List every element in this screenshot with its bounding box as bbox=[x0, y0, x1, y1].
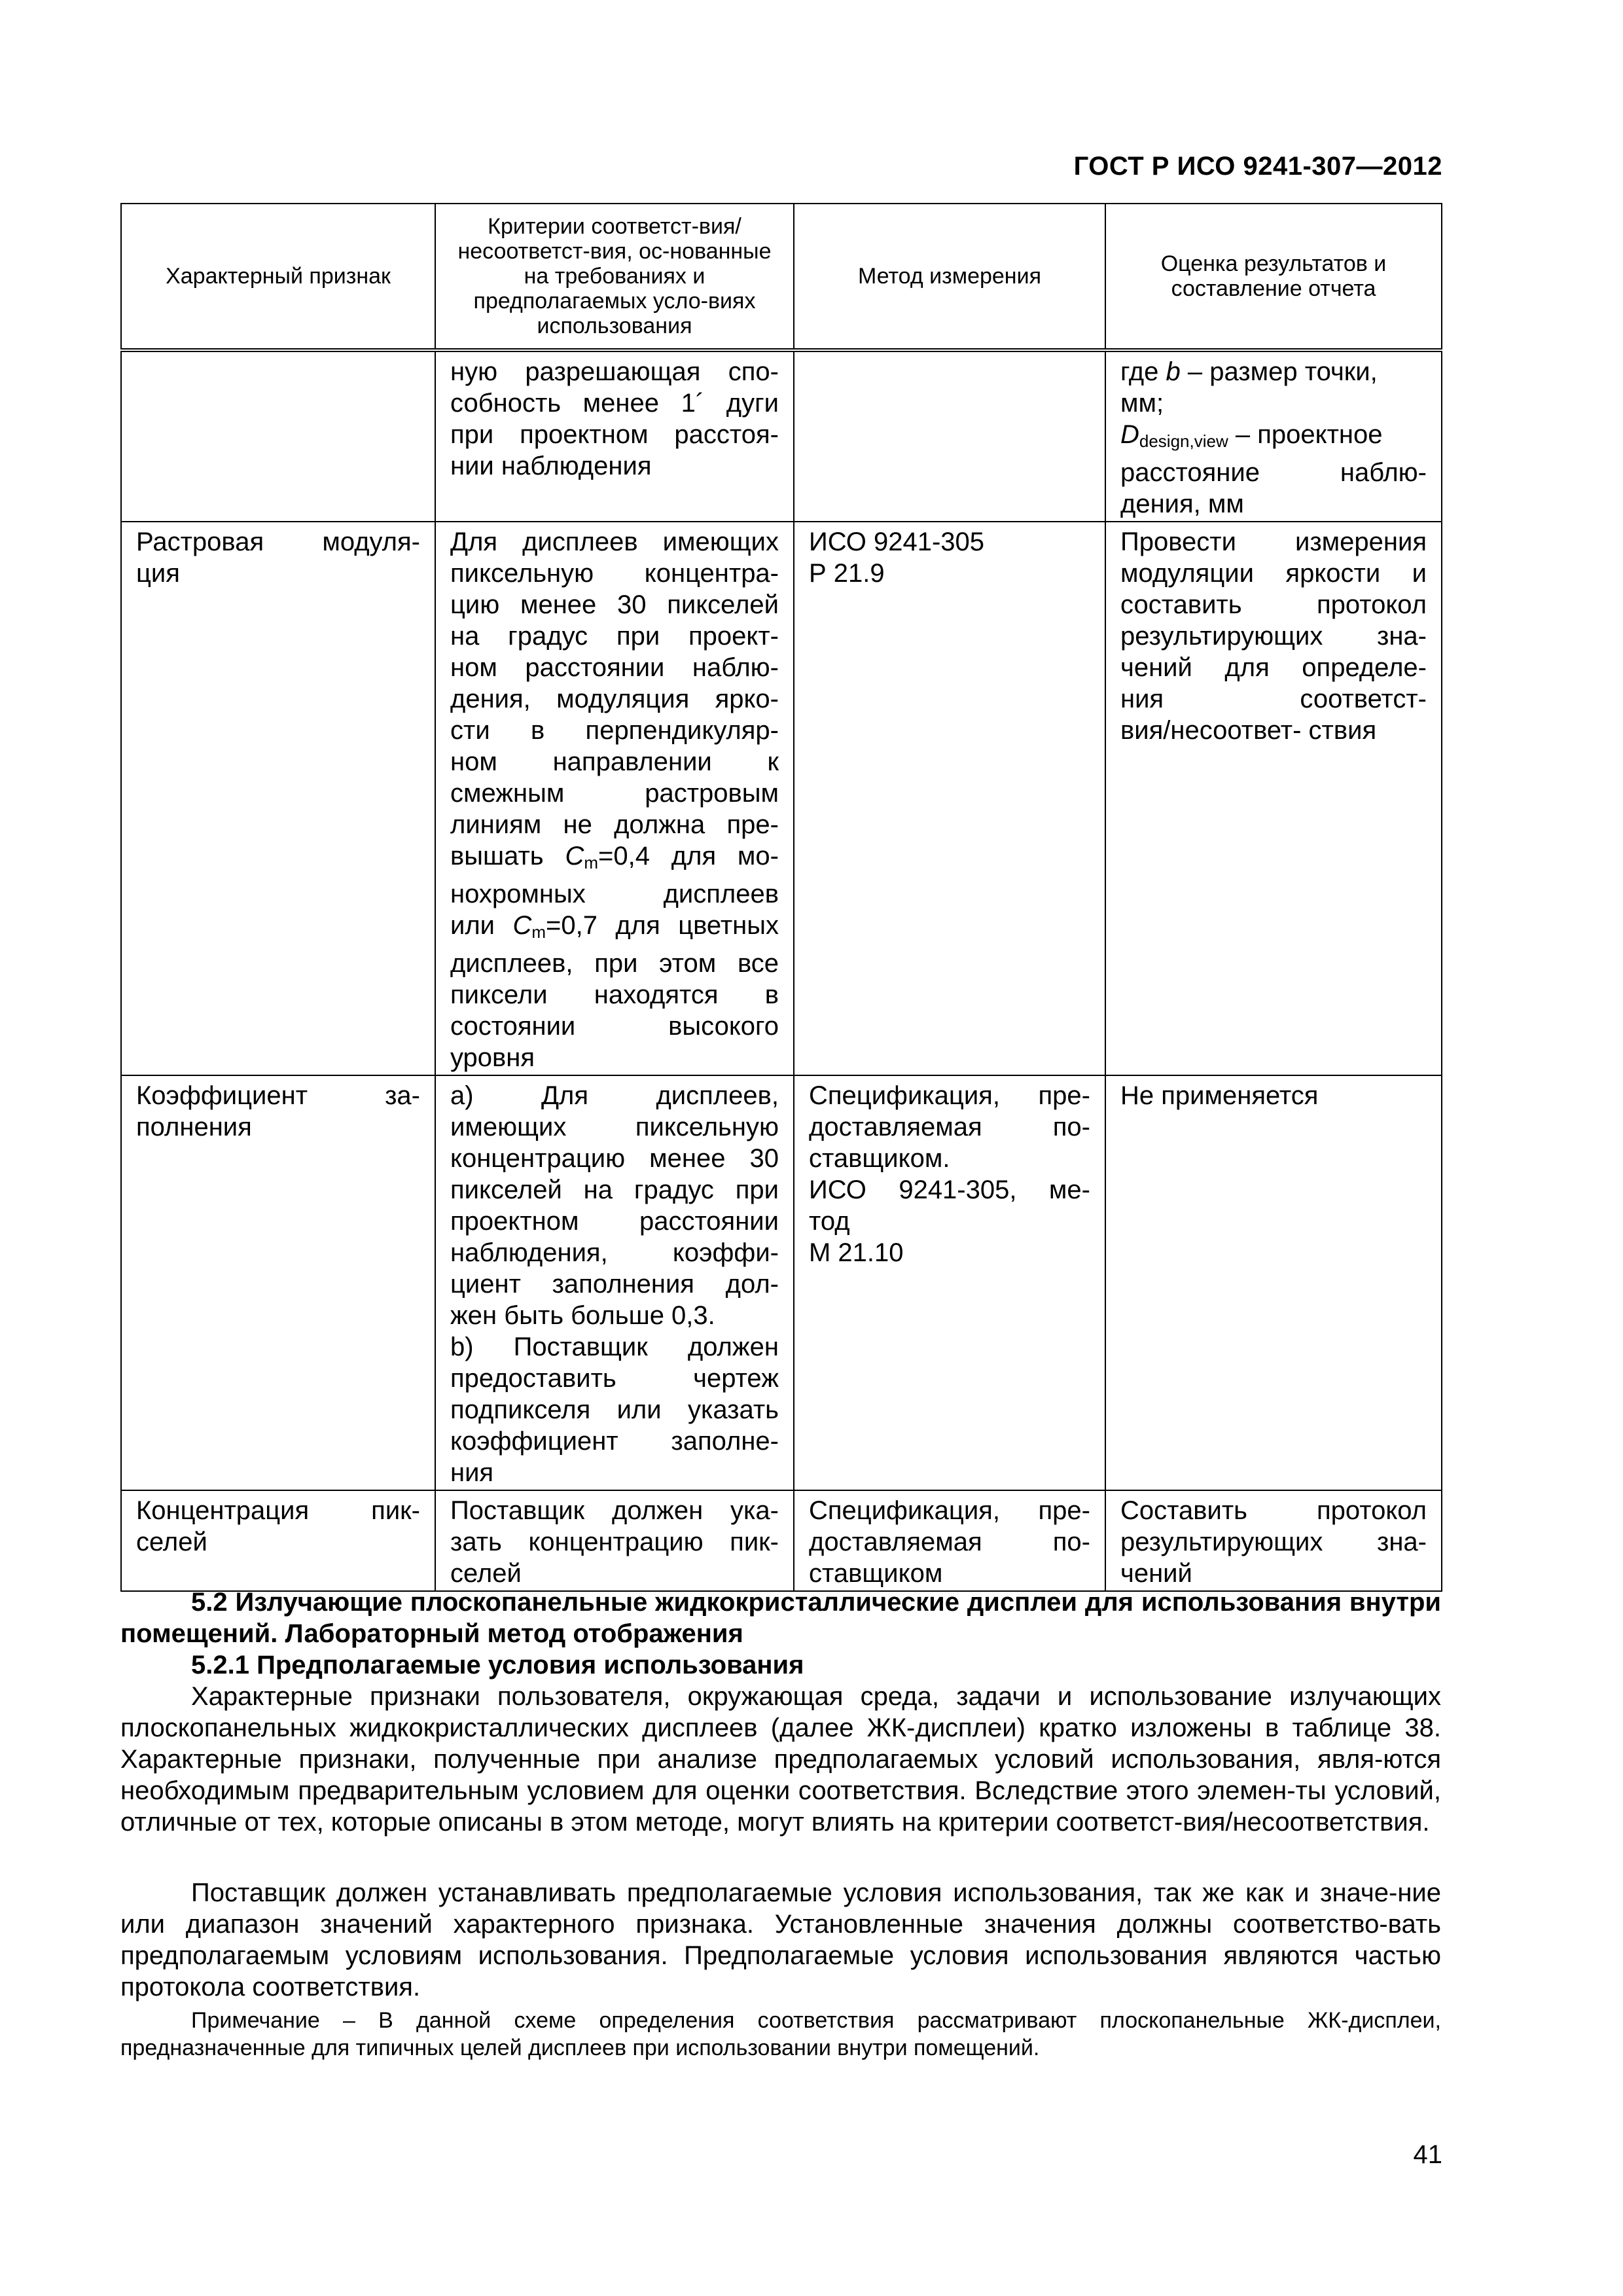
cell-line: проектном расстоянии bbox=[450, 1207, 779, 1236]
cell-line: полнения bbox=[136, 1113, 252, 1141]
variable: b bbox=[1166, 357, 1181, 386]
table-cell bbox=[121, 1490, 435, 1591]
cell-line: селей bbox=[136, 1528, 207, 1556]
cell-line: Спецификация, пре- bbox=[809, 1081, 1090, 1110]
table-cell bbox=[121, 522, 435, 1075]
cell-line bbox=[1120, 419, 1427, 457]
cell-line: ном расстоянии наблю- bbox=[450, 653, 779, 682]
cell-line: ную разрешающая спо- bbox=[450, 357, 779, 386]
section-heading: 5.2 Излучающие плоскопанельные жидкокристаллические дисплеи для использования внутри помещений. Лабораторный метод отображения bbox=[120, 1588, 1441, 1648]
text: =0,7 для цветных bbox=[546, 911, 779, 940]
cell-line: предоставить чертеж bbox=[450, 1364, 779, 1393]
cell-line: мм; bbox=[1120, 389, 1164, 418]
table-cell bbox=[1105, 1075, 1442, 1490]
cell-line: жен быть больше 0,3. bbox=[450, 1301, 715, 1330]
table-cell bbox=[794, 1490, 1105, 1591]
cell-line: составить протокол bbox=[1120, 590, 1427, 619]
document-header: ГОСТ Р ИСО 9241-307—2012 bbox=[1073, 152, 1442, 181]
table-cell bbox=[121, 1075, 435, 1490]
cell-line: при проектном расстоя- bbox=[450, 420, 779, 449]
table-row bbox=[121, 350, 1442, 522]
cell-line: имеющих пиксельную bbox=[450, 1113, 779, 1141]
cell-line: тод bbox=[809, 1207, 850, 1236]
cell-line: Растровая модуля- bbox=[136, 528, 420, 556]
variable: C bbox=[565, 842, 584, 870]
cell-line: ния соответст- bbox=[1120, 685, 1427, 713]
column-header: Характерный признак bbox=[121, 204, 435, 350]
cell-line: доставляемая по- bbox=[809, 1528, 1090, 1556]
cell-line: Для дисплеев имеющих bbox=[450, 528, 779, 556]
cell-line: М 21.10 bbox=[809, 1238, 904, 1267]
text: где bbox=[1120, 357, 1166, 386]
cell-line: зать концентрацию пик- bbox=[450, 1528, 779, 1556]
cell-line: Р 21.9 bbox=[809, 559, 885, 588]
subscript: m bbox=[584, 853, 598, 872]
cell-line: Не применяется bbox=[1120, 1081, 1319, 1110]
cell-line: циент заполнения дол- bbox=[450, 1270, 779, 1299]
cell-line: ния bbox=[450, 1458, 494, 1487]
table-cell bbox=[435, 350, 794, 522]
cell-line: b) Поставщик должен bbox=[450, 1333, 779, 1361]
table-cell bbox=[794, 1075, 1105, 1490]
page-number: 41 bbox=[1413, 2140, 1442, 2169]
cell-line: на градус при проект- bbox=[450, 622, 779, 651]
cell-line: Коэффициент за- bbox=[136, 1081, 420, 1110]
text: вышать bbox=[450, 842, 565, 870]
paragraph: Поставщик должен устанавливать предполагаемые условия использования, так же как и значе-ние или диапазон значений характерного признака. Установленные значения должны соответство-вать предполагаемым условиям использования. Предполагаемые условия использования являются частью протокола соответствия. bbox=[120, 1878, 1441, 2001]
table-cell bbox=[794, 522, 1105, 1075]
cell-line: вия/несоответ- ствия bbox=[1120, 716, 1377, 745]
cell-line: цию менее 30 пикселей bbox=[450, 590, 779, 619]
cell-line bbox=[1120, 356, 1427, 387]
cell-line: ставщиком bbox=[809, 1559, 943, 1588]
cell-line: концентрацию менее 30 bbox=[450, 1144, 779, 1173]
subsection-heading: 5.2.1 Предполагаемые условия использования bbox=[191, 1651, 804, 1679]
cell-line: ном направлении к bbox=[450, 747, 779, 776]
cell-line: ция bbox=[136, 559, 180, 588]
cell-line: чений bbox=[1120, 1559, 1192, 1588]
cell-line: ставщиком. bbox=[809, 1144, 950, 1173]
cell-line: пиксельную концентра- bbox=[450, 559, 779, 588]
text: – размер точки, bbox=[1180, 357, 1378, 386]
cell-line: ИСО 9241-305, ме- bbox=[809, 1175, 1090, 1204]
table-cell bbox=[794, 350, 1105, 522]
table-cell bbox=[121, 350, 435, 522]
cell-line: дисплеев, при этом все bbox=[450, 949, 779, 978]
column-header: Критерии соответст-вия/несоответст-вия, ос-нованные на требованиях и предполагаемых усло-виях использования bbox=[435, 204, 794, 350]
table-cell bbox=[1105, 522, 1442, 1075]
cell-line: а) Для дисплеев, bbox=[450, 1081, 779, 1110]
text: – проектное bbox=[1228, 420, 1383, 449]
table-row bbox=[121, 1490, 1442, 1591]
subscript: m bbox=[531, 922, 546, 942]
table-row bbox=[121, 522, 1442, 1075]
cell-line: дения, модуляция ярко- bbox=[450, 685, 779, 713]
cell-line: результирующих зна- bbox=[1120, 1528, 1427, 1556]
table-cell bbox=[1105, 350, 1442, 522]
column-header: Метод измерения bbox=[794, 204, 1105, 350]
cell-line: селей bbox=[450, 1559, 522, 1588]
cell-line bbox=[450, 840, 779, 878]
requirements-table bbox=[120, 203, 1442, 1592]
table-cell bbox=[435, 522, 794, 1075]
cell-line: уровня bbox=[450, 1043, 535, 1072]
cell-line: пикселей на градус при bbox=[450, 1175, 779, 1204]
cell-line: чений для определе- bbox=[1120, 653, 1427, 682]
paragraph: Характерные признаки пользователя, окружающая среда, задачи и использование излучающих плоскопанельных жидкокристаллических дисплеев (далее ЖК-дисплеи) кратко изложены в таблице 38. Характерные признаки, полученные при анализе предполагаемых условий использования, явля-ются необходимым предварительным условием для оценки соответствия. Вследствие этого элемен-ты условий, отличные от тех, которые описаны в этом методе, могут влиять на критерии соответст-вия/несоответствия. bbox=[120, 1682, 1441, 1837]
cell-line: модуляции яркости и bbox=[1120, 559, 1427, 588]
cell-line: Провести измерения bbox=[1120, 528, 1427, 556]
variable: D bbox=[1120, 420, 1139, 449]
table-cell bbox=[435, 1490, 794, 1591]
cell-line: доставляемая по- bbox=[809, 1113, 1090, 1141]
cell-line: подпикселя или указать bbox=[450, 1395, 779, 1424]
text: =0,4 для мо- bbox=[598, 842, 779, 870]
cell-line: смежным растровым bbox=[450, 779, 779, 808]
cell-line: нии наблюдения bbox=[450, 452, 652, 480]
cell-line: линиям не должна пре- bbox=[450, 810, 779, 839]
cell-line: сти в перпендикуляр- bbox=[450, 716, 779, 745]
cell-line: ИСО 9241-305 bbox=[809, 528, 985, 556]
cell-line: наблюдения, коэффи- bbox=[450, 1238, 779, 1267]
column-header: Оценка результатов и составление отчета bbox=[1105, 204, 1442, 350]
variable: C bbox=[512, 911, 532, 940]
cell-line: Концентрация пик- bbox=[136, 1496, 420, 1525]
cell-line: расстояние наблю- bbox=[1120, 458, 1427, 487]
cell-line: Поставщик должен ука- bbox=[450, 1496, 779, 1525]
cell-line: Составить протокол bbox=[1120, 1496, 1427, 1525]
table-row bbox=[121, 1075, 1442, 1490]
text: или bbox=[450, 911, 513, 940]
cell-line: пиксели находятся в bbox=[450, 980, 779, 1009]
cell-line: собность менее 1´ дуги bbox=[450, 389, 779, 418]
cell-line: Спецификация, пре- bbox=[809, 1496, 1090, 1525]
table-header-row bbox=[121, 204, 1442, 350]
subscript: design,view bbox=[1139, 431, 1228, 451]
cell-line: коэффициент заполне- bbox=[450, 1427, 779, 1456]
table-cell bbox=[435, 1075, 794, 1490]
cell-line: состоянии высокого bbox=[450, 1012, 779, 1041]
cell-line bbox=[450, 910, 779, 948]
note: Примечание – В данной схеме определения соответствия рассматривают плоскопанельные ЖК-дисплеи, предназначенные для типичных целей дисплеев при использовании внутри помещений. bbox=[120, 2008, 1441, 2060]
cell-line: результирующих зна- bbox=[1120, 622, 1427, 651]
cell-line: нохромных дисплеев bbox=[450, 880, 779, 908]
cell-line: дения, мм bbox=[1120, 490, 1244, 518]
table-cell bbox=[1105, 1490, 1442, 1591]
